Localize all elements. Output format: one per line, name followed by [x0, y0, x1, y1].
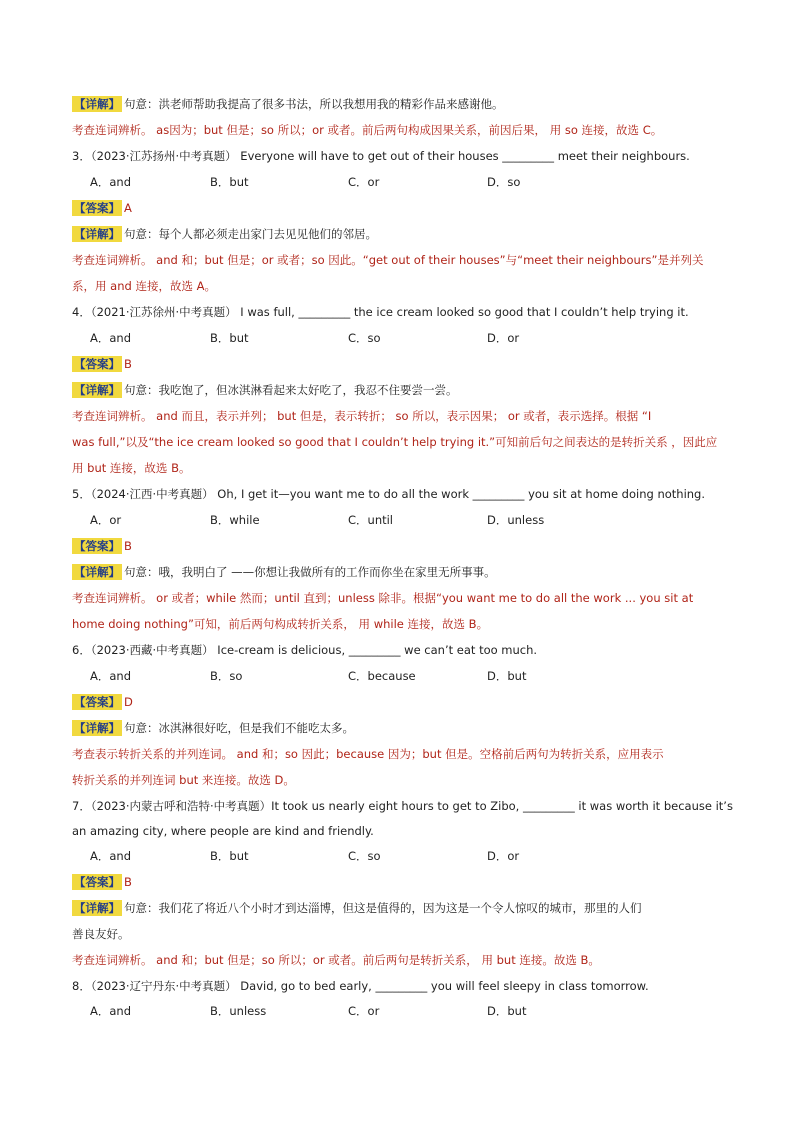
- answer-tag: 【答案】: [74, 539, 120, 553]
- answer-tag: 【答案】: [74, 875, 120, 889]
- explanation-text: 句意：冰淇淋很好吃，但是我们不能吃太多。: [124, 721, 354, 735]
- option-d[interactable]: D．or: [487, 331, 520, 345]
- answer-value: B: [124, 539, 132, 553]
- option-d[interactable]: D．unless: [487, 513, 545, 527]
- explanation-tag: 【详解】: [74, 565, 120, 579]
- analysis-line: 考查连词辨析。 and 而且，表示并列； but 但是，表示转折； so 所以，表示因果； or 或者，表示选择。根据 “I: [72, 409, 652, 423]
- explanation-line: [72, 382, 458, 398]
- option-a[interactable]: A．and: [90, 175, 132, 189]
- explanation-line: [72, 720, 354, 736]
- option-c[interactable]: C．so: [348, 849, 381, 863]
- analysis-line: 转折关系的并列连词 but 来连接。故选 D。: [72, 773, 295, 787]
- answer-line: [72, 874, 132, 890]
- explanation-line: [72, 900, 642, 916]
- answer-line: [72, 356, 132, 372]
- option-a[interactable]: A．and: [90, 669, 132, 683]
- option-b[interactable]: B．but: [210, 849, 249, 863]
- explanation-tag: 【详解】: [74, 227, 120, 241]
- explanation-tag: 【详解】: [74, 721, 120, 735]
- explanation-line: [72, 96, 504, 112]
- explanation-tag: 【详解】: [74, 97, 120, 111]
- explanation-text: 句意：洪老师帮助我提高了很多书法，所以我想用我的精彩作品来感谢他。: [124, 97, 504, 111]
- question-stem: 3．（2023·江苏扬州·中考真题） Everyone will have to get out of their houses _________ meet their neighbours.: [72, 149, 690, 163]
- explanation-tag: 【详解】: [74, 383, 120, 397]
- option-c[interactable]: C．or: [348, 1004, 380, 1018]
- question-stem-cont: an amazing city, where people are kind and friendly.: [72, 824, 374, 838]
- question-stem: 5．（2024·江西·中考真题） Oh, I get it—you want me to do all the work _________ you sit at home doing nothing.: [72, 487, 706, 501]
- answer-value: A: [124, 201, 132, 215]
- option-a[interactable]: A．or: [90, 513, 122, 527]
- option-a[interactable]: A．and: [90, 331, 132, 345]
- analysis-line: 系，用 and 连接，故选 A。: [72, 279, 216, 293]
- option-b[interactable]: B．but: [210, 175, 249, 189]
- option-d[interactable]: D．but: [487, 669, 527, 683]
- option-b[interactable]: B．unless: [210, 1004, 267, 1018]
- option-d[interactable]: D．or: [487, 849, 520, 863]
- option-a[interactable]: A．and: [90, 1004, 132, 1018]
- answer-tag: 【答案】: [74, 695, 120, 709]
- option-c[interactable]: C．until: [348, 513, 394, 527]
- explanation-line: [72, 564, 496, 580]
- option-b[interactable]: B．but: [210, 331, 249, 345]
- analysis-line: was full,”以及“the ice cream looked so good that I couldn’t help trying it.”可知前后句之间表达的是转折关系 ，因此应: [72, 435, 718, 449]
- question-stem: 6．（2023·西藏·中考真题） Ice-cream is delicious, _________ we can’t eat too much.: [72, 643, 538, 657]
- explanation-tag: 【详解】: [74, 901, 120, 915]
- explanation-text: 句意：每个人都必须走出家门去见见他们的邻居。: [124, 227, 377, 241]
- analysis-line: 考查表示转折关系的并列连词。 and 和；so 因此；because 因为；but 但是。空格前后两句为转折关系，应用表示: [72, 747, 664, 761]
- option-c[interactable]: C．because: [348, 669, 416, 683]
- analysis-line: 考查连词辨析。 and 和；but 但是；so 所以；or 或者。前后两句是转折关系， 用 but 连接。故选 B。: [72, 953, 600, 967]
- option-d[interactable]: D．so: [487, 175, 521, 189]
- option-b[interactable]: B．so: [210, 669, 243, 683]
- answer-line: [72, 200, 132, 216]
- explanation-text-cont: 善良友好。: [72, 927, 130, 941]
- analysis-line: home doing nothing”可知，前后两句构成转折关系， 用 while 连接，故选 B。: [72, 617, 489, 631]
- option-c[interactable]: C．or: [348, 175, 380, 189]
- answer-value: D: [124, 695, 133, 709]
- analysis-line: 考查连词辨析。 or 或者；while 然而；until 直到；unless 除非。根据“you want me to do all the work ... you sit at: [72, 591, 694, 605]
- option-c[interactable]: C．so: [348, 331, 381, 345]
- answer-value: B: [124, 357, 132, 371]
- option-b[interactable]: B．while: [210, 513, 260, 527]
- option-a[interactable]: A．and: [90, 849, 132, 863]
- explanation-text: 句意：哦，我明白了 ——你想让我做所有的工作而你坐在家里无所事事。: [124, 565, 496, 579]
- answer-tag: 【答案】: [74, 201, 120, 215]
- answer-line: [72, 538, 132, 554]
- explanation-text: 句意：我吃饱了，但冰淇淋看起来太好吃了，我忍不住要尝一尝。: [124, 383, 458, 397]
- question-stem: 8．（2023·辽宁丹东·中考真题） David, go to bed early, _________ you will feel sleepy in class tomorrow.: [72, 979, 649, 993]
- analysis-line: 考查连词辨析。 and 和；but 但是；or 或者；so 因此。“get out of their houses”与“meet their neighbours”是并列关: [72, 253, 704, 267]
- question-stem: 4．（2021·江苏徐州·中考真题） I was full, _________ the ice cream looked so good that I couldn’t help trying it.: [72, 305, 689, 319]
- option-d[interactable]: D．but: [487, 1004, 527, 1018]
- answer-tag: 【答案】: [74, 357, 120, 371]
- explanation-line: [72, 226, 377, 242]
- answer-value: B: [124, 875, 132, 889]
- explanation-text: 句意：我们花了将近八个小时才到达淄博，但这是值得的，因为这是一个令人惊叹的城市，那里的人们: [124, 901, 642, 915]
- question-stem: 7．（2023·内蒙古呼和浩特·中考真题）It took us nearly eight hours to get to Zibo, _________ it was worth it because it’s: [72, 799, 733, 813]
- analysis-line: 用 but 连接，故选 B。: [72, 461, 191, 475]
- answer-line: [72, 694, 133, 710]
- analysis-line: 考查连词辨析。 as因为；but 但是；so 所以；or 或者。前后两句构成因果关系，前因后果， 用 so 连接，故选 C。: [72, 123, 663, 137]
